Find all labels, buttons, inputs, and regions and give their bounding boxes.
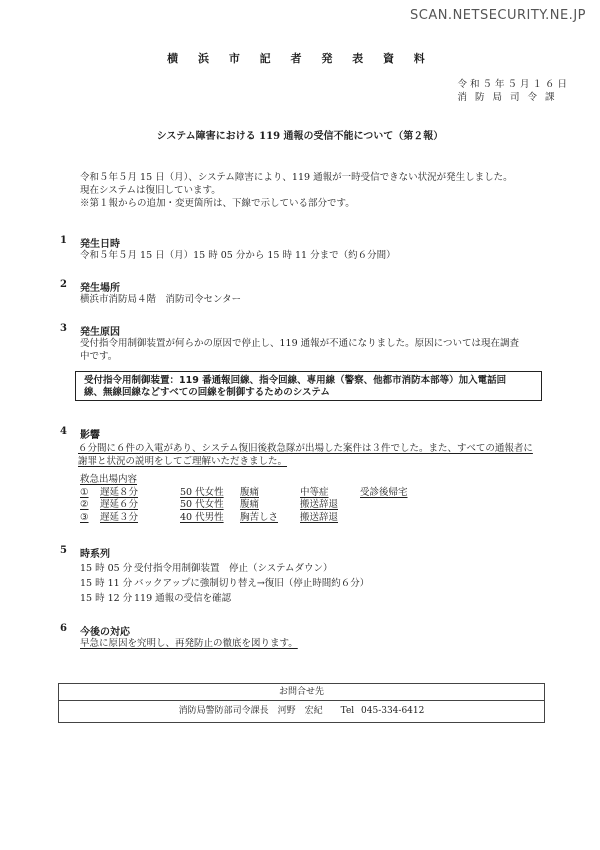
- timeline-event: バックアップに強制切り替え→復旧（停止時間約６分）: [134, 578, 370, 589]
- case-delay: 遅延６分: [100, 499, 139, 510]
- section-4-text-line-2: 謝罪と状況の説明をしてご理解いただきました。: [78, 456, 288, 467]
- timeline-row: [80, 561, 369, 576]
- section-6-text: 早急に原因を究明し、再発防止の徹底を図ります。: [80, 638, 298, 649]
- section-2-number: 2: [60, 279, 67, 290]
- section-4-number: 4: [60, 426, 67, 437]
- section-5-number: 5: [60, 545, 67, 556]
- section-6-number: 6: [60, 623, 67, 634]
- ambulance-case-list: [80, 474, 408, 524]
- section-4-text: [78, 442, 548, 468]
- section-3-text: [80, 337, 550, 363]
- section-1-title: 発生日時: [80, 239, 120, 250]
- case-row: [80, 512, 408, 525]
- watermark: SCAN.NETSECURITY.NE.JP: [409, 8, 586, 23]
- intro-line-3: ※第１報からの追加・変更箇所は、下線で示している部分です。: [80, 198, 355, 209]
- definition-line-2: 線、無線回線などすべての回線を制御するためのシステム: [84, 387, 330, 398]
- section-4-title: 影響: [80, 430, 100, 441]
- definition-box: [75, 371, 542, 401]
- case-delay: 遅延３分: [100, 511, 139, 523]
- timeline-time: 15 時 11 分: [80, 578, 133, 589]
- section-2-text: 横浜市消防局４階 消防司令センター: [80, 294, 242, 305]
- subject-heading: システム障害における 119 通報の受信不能について（第２報）: [156, 131, 444, 142]
- contact-heading: お問合せ先: [59, 684, 544, 701]
- timeline-event: 受付指令用制御装置 停止（システムダウン）: [134, 563, 333, 574]
- intro-paragraph: [80, 171, 550, 210]
- contact-details: 消防局警防部司令課長 河野 宏紀 Tel 045-334-6412: [178, 706, 425, 716]
- timeline-row: [80, 576, 369, 591]
- intro-line-1: 令和５年５月 15 日（月）、システム障害により、119 通報が一時受信できない状況が発生しました。: [80, 172, 513, 183]
- case-result: 搬送辞退: [300, 511, 339, 523]
- section-1-text: 令和５年５月 15 日（月）15 時 05 分から 15 時 11 分まで（約６分間）: [80, 250, 396, 261]
- timeline-row: [80, 591, 369, 606]
- case-list-title: 救急出場内容: [80, 474, 138, 485]
- case-result: 受診後帰宅: [360, 486, 408, 498]
- section-3-number: 3: [60, 323, 67, 334]
- case-person: 40 代男性: [180, 511, 224, 523]
- intro-line-2: 現在システムは復旧しています。: [80, 185, 221, 196]
- section-3-title: 発生原因: [80, 327, 120, 338]
- issue-date: 令和５年５月１６日: [457, 79, 570, 90]
- contact-box: [58, 683, 545, 723]
- section-6-title: 今後の対応: [80, 627, 130, 638]
- section-3-text-line-1: 受付指令用制御装置が何らかの原因で停止し、119 通報が不通になりました。原因については現在調査: [80, 338, 519, 349]
- date-block: [457, 78, 570, 104]
- case-severity: 中等症: [300, 486, 329, 498]
- section-1-number: 1: [60, 235, 67, 246]
- timeline-event: 119 通報の受信を確認: [134, 593, 232, 604]
- case-person: 50 代女性: [180, 499, 224, 510]
- section-4-text-line-1: ６分間に６件の入電があり、システム復旧後救急隊が出場した案件は３件でした。また、すべての通報者に: [78, 443, 533, 454]
- definition-line-1: 受付指令用制御装置：119 番通報回線、指令回線、専用線（警察、他都市消防本部等）加入電話回: [84, 375, 507, 386]
- case-row: [80, 487, 408, 500]
- case-number: ①: [80, 486, 89, 498]
- case-number: ③: [80, 511, 89, 523]
- case-number: ②: [80, 499, 89, 510]
- section-3-text-line-2: 中です。: [80, 351, 118, 362]
- case-person: 50 代女性: [180, 486, 224, 498]
- timeline: [80, 561, 369, 606]
- case-symptom: 胸苦しさ: [240, 511, 279, 523]
- case-row: [80, 499, 408, 512]
- document-title: 横 浜 市 記 者 発 表 資 料: [167, 52, 433, 65]
- case-result: 搬送辞退: [300, 499, 339, 510]
- case-symptom: 腹痛: [240, 499, 260, 510]
- section-5-title: 時系列: [80, 549, 110, 560]
- case-symptom: 腹痛: [240, 486, 260, 498]
- section-2-title: 発生場所: [80, 283, 120, 294]
- timeline-time: 15 時 05 分: [80, 563, 133, 574]
- case-delay: 遅延８分: [100, 486, 139, 498]
- issuing-department: 消防局司令課: [457, 92, 563, 103]
- timeline-time: 15 時 12 分: [80, 593, 133, 604]
